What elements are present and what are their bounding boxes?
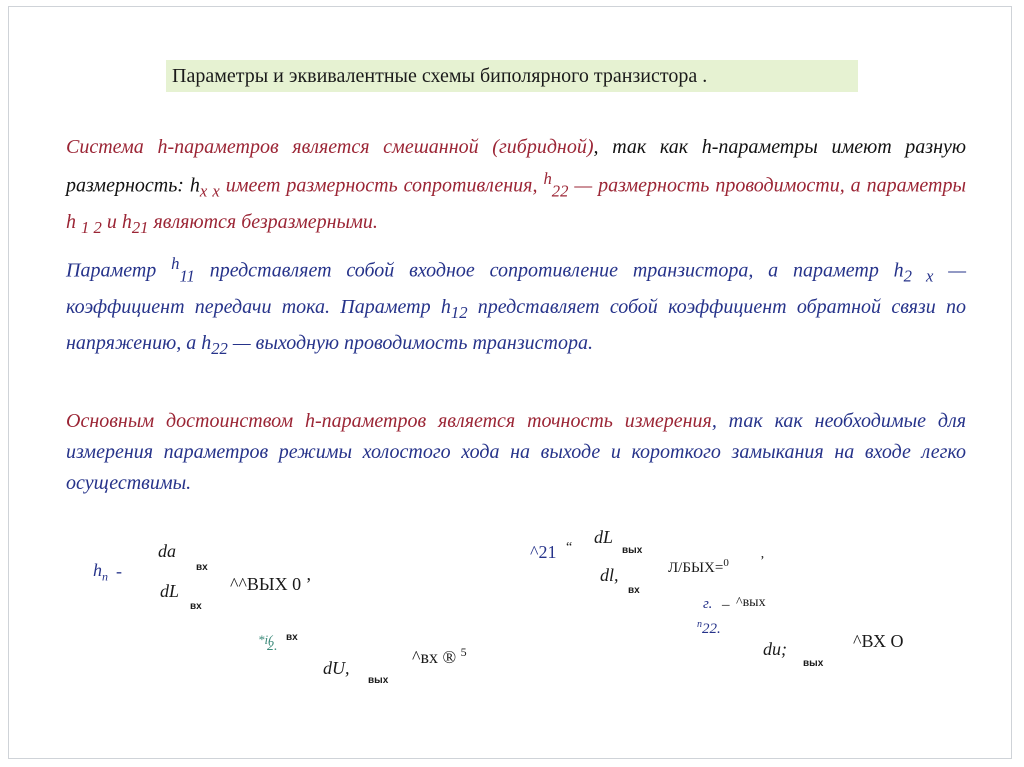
paragraph-h-parameters-system: Система h-параметров является смешанной (гибридной), так как h-параметры имеют разную размерность: $h_{x x}$ имеет размерность сопротивления, $^h_{22}$ — размерность проводимости, а параметры h $_{1 2}$ и $h_{21}$ являются безразмерными. — [66, 136, 967, 237]
page-title: Параметры и эквивалентные схемы биполярного транзистора . — [166, 60, 858, 92]
paragraph-parameter-meaning: Параметр $^h_{11}$ представляет собой входное сопротивление транзистора, а параметр $h_{2 x}$ — коэффициент передачи тока. Параметр $h_{12}$ представляет собой коэффициент обратной связи по напряжению, а $h_{22}$ — выходную проводимость транзистора. — [66, 254, 966, 358]
formula-h-symbol: $h_n$ — [93, 560, 108, 584]
paragraph-main-advantage: Основным достоинством h-параметров является точность измерения, так как необходимые для измерения параметров режимы холостого хода на выходе и короткого замыкания на входе легко осуществимы. — [66, 410, 966, 494]
